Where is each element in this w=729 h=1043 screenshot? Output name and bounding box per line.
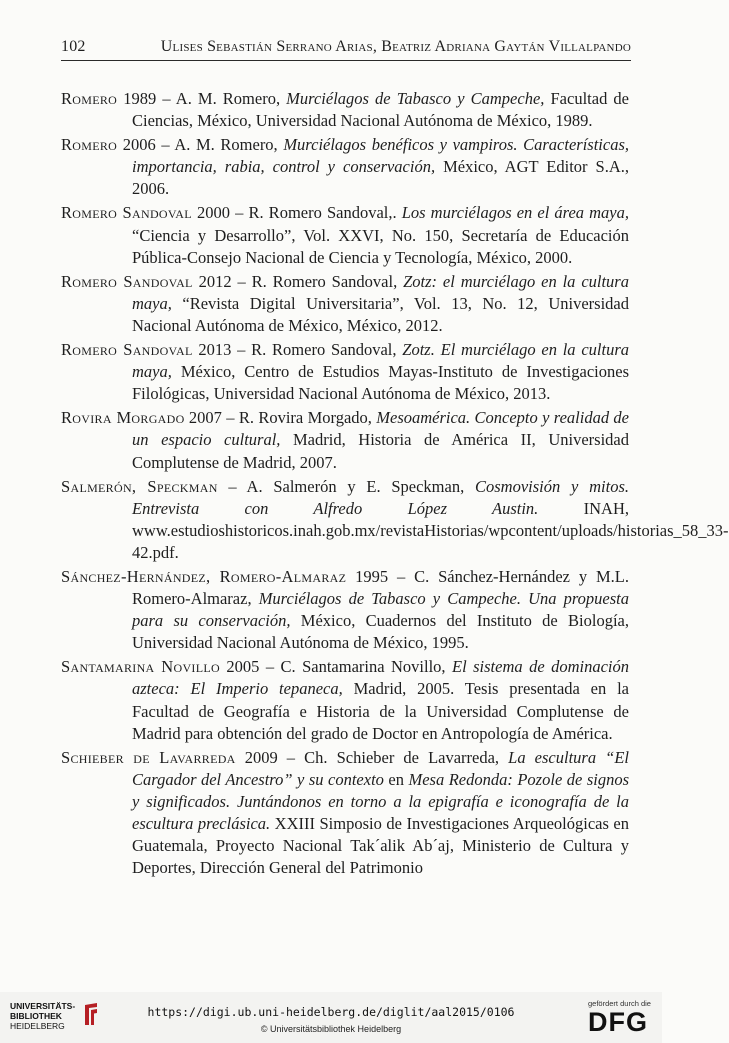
dfg-logo[interactable] (588, 999, 651, 1036)
library-logo[interactable]: UNIVERSITÄTS- BIBLIOTHEK HEIDELBERG (10, 1001, 101, 1031)
dfg-wordmark: DFG (588, 1007, 648, 1037)
copyright-notice: © Universitätsbibliothek Heidelberg (260, 1024, 402, 1034)
reference-entry: Rovira Morgado 2007 – R. Rovira Morgado, Mesoamérica. Concepto y realidad de un espacio cultural, Madrid, Historia de América II, Universidad Complutense de Madrid, 2007. (61, 408, 629, 472)
reference-list (61, 88, 729, 881)
running-header (61, 38, 631, 56)
reference-entry: Romero Sandoval 2013 – R. Romero Sandoval, Zotz. El murciélago en la cultura maya, México, Centro de Estudios Mayas-Instituto de Investigaciones Filológicas, Universidad Nacional Autónoma de México, 2013. (61, 340, 629, 404)
reference-entry: Romero Sandoval 2012 – R. Romero Sandoval, Zotz: el murciélago en la cultura maya, “Revista Digital Universitaria”, Vol. 13, No. 12, Universidad Nacional Autónoma de México, México, 2012. (61, 271, 629, 335)
header-rule (61, 60, 631, 61)
reference-entry: Sánchez-Hernández, Romero-Almaraz 1995 – C. Sánchez-Hernández y M.L. Romero-Almaraz, Murciélagos de Tabasco y Campeche. Una propuesta para su conservación, México, Cuadernos del Instituto de Biología, Universidad Nacional Autónoma de México, 1995. (61, 566, 629, 653)
reference-entry: Santamarina Novillo 2005 – C. Santamarina Novillo, El sistema de dominación azteca: El Imperio tepaneca, Madrid, 2005. Tesis presentada en la Facultad de Geografía e Historia de la Universidad Complutense de Madrid para obtención del grado de Doctor en Antropología de América. (61, 657, 629, 743)
reference-entry: Schieber de Lavarreda 2009 – Ch. Schieber de Lavarreda, La escultura “El Cargador del Ancestro” y su contexto en Mesa Redonda: Pozole de signos y significados. Juntándonos en torno a la epigrafía e iconografía de la escultura preclásica. XXIII Simposio de Investigaciones Arqueológicas en Guatemala, Proyecto Nacional Tak´alik Ab´aj, Ministerio de Cultura y Deportes, Dirección General del Patrimonio (61, 747, 629, 878)
reference-entry: Romero 1989 – A. M. Romero, Murciélagos de Tabasco y Campeche, Facultad de Ciencias, México, Universidad Nacional Autónoma de México, 1989. (61, 89, 629, 131)
funded-by-label: gefördert durch die (588, 999, 651, 1008)
reference-entry: Salmerón, Speckman – A. Salmerón y E. Speckman, Cosmovisión y mitos. Entrevista con Alfredo López Austin. INAH, www.estudioshistoricos.inah.gob.mx/revistaHistorias/wpcontent/uploads/historias_58_33-42.pdf. (61, 476, 729, 562)
reference-entry: Romero 2006 – A. M. Romero, Murciélagos benéficos y vampiros. Características, importancia, rabia, control y conservación, México, AGT Editor S.A., 2006. (61, 135, 629, 199)
page-number: 102 (61, 38, 86, 55)
permalink-url[interactable]: https://digi.ub.uni-heidelberg.de/diglit/aal2015/0106 (147, 1005, 515, 1019)
reference-entry: Romero Sandoval 2000 – R. Romero Sandoval,. Los murciélagos en el área maya, “Ciencia y Desarrollo”, Vol. XXVI, No. 150, Secretaría de Educación Pública-Consejo Nacional de Ciencia y Tecnología, México, 2000. (61, 203, 629, 267)
running-header-authors: Ulises Sebastián Serrano Arias, Beatriz Adriana Gaytán Villalpando (160, 38, 631, 55)
